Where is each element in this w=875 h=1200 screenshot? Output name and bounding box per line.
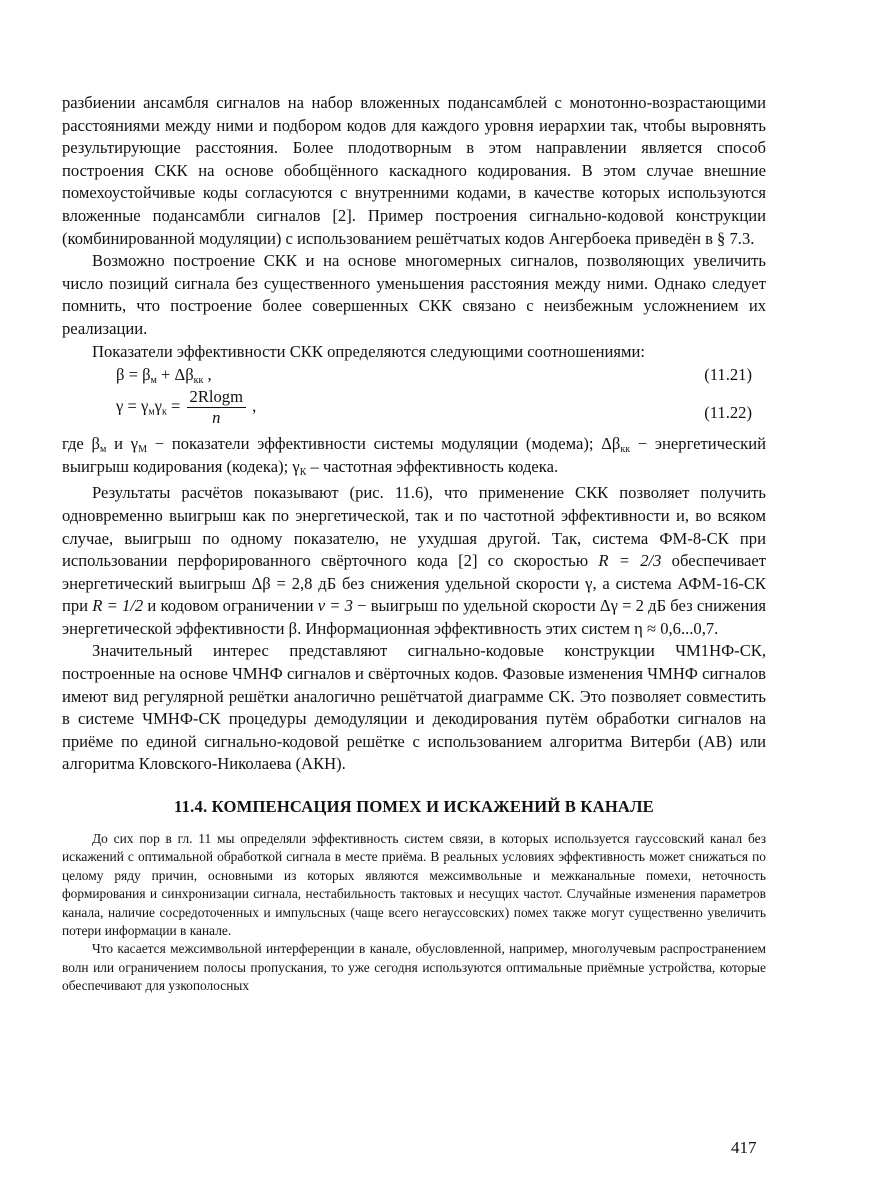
eq2-denominator: n bbox=[212, 408, 221, 428]
eq1-tail: , bbox=[203, 365, 212, 385]
p4-part: и γ bbox=[106, 434, 139, 454]
p5-rate-1-2: R = 1/2 bbox=[92, 596, 144, 616]
equation-11-21 bbox=[62, 363, 766, 387]
paragraph-5 bbox=[62, 482, 766, 640]
p5-part: обеспечивает энергетический выигрыш Δβ = 2,8 дБ без снижения удельной скорости γ, а система АФМ-16-СК при bbox=[62, 551, 766, 616]
eq2-numerator: 2Rlogm bbox=[187, 387, 246, 408]
p4-part: − показатели эффективности системы модуляции (модема); Δβ bbox=[146, 434, 621, 454]
p5-part: Результаты расчётов показывают (рис. 11.6), что применение СКК позволяет получить одновременно выигрыш как по энергетической, так и по частотной эффективности и, во всяком случае, выигрыш по одному показателю, не ухудшая другой. Так, система ФМ-8-СК при использовании перфорированного свёрточного кода [2] со скоростью bbox=[62, 483, 766, 571]
p4-sub-K: К bbox=[299, 466, 307, 478]
small-paragraph-1: До сих пор в гл. 11 мы определяли эффективность систем связи, в которых используется гауссовский канал без искажений с оптимальной обработкой сигнала в месте приёма. В реальных условиях эффективность может снижаться по целому ряду причин, основными из которых являются межсимвольные и межканальные помехи, неточность формирования и синхронизации сигнала, нестабильность тактовых и несущих частот. Случайные изменения параметров канала, наличие сосредоточенных и импульсных (чаще всего негауссовских) помех также могут существенно увеличить потери информации в канале. bbox=[62, 831, 766, 939]
small-paragraph-2: Что касается межсимвольной интерференции в канале, обусловленной, например, многолучевым распространением волн или ограничением полосы пропускания, то уже сегодня используются оптимальные приёмные устройства, которые обеспечивают для узкополосных bbox=[62, 941, 766, 994]
eq2-lhs: γ = γ bbox=[116, 396, 149, 416]
paragraph-3: Показатели эффективности СКК определяются следующими соотношениями: bbox=[92, 341, 645, 361]
equation-11-22 bbox=[62, 387, 766, 433]
p5-rate-2-3: R = 2/3 bbox=[598, 551, 662, 571]
eq2-equals: = bbox=[166, 396, 185, 416]
eq2-sub-m: м bbox=[148, 406, 155, 418]
paragraph-4 bbox=[62, 433, 766, 478]
paragraph-2: Возможно построение СКК и на основе многомерных сигналов, позволяющих увеличить число позиций сигнала без существенного уменьшения расстояния между ними. Однако следует помнить, что построение более совершенных СКК связано с неизбежным усложнением их реализации. bbox=[62, 251, 766, 338]
p5-part: − выигрыш по удельной скорости Δγ = 2 дБ без снижения энергетической эффективности β. Информационная эффективность этих систем η ≈ 0,6...0,7. bbox=[62, 596, 766, 638]
section-heading: 11.4. КОМПЕНСАЦИЯ ПОМЕХ И ИСКАЖЕНИЙ В КАНАЛЕ bbox=[174, 797, 654, 817]
paragraph-1: разбиении ансамбля сигналов на набор вложенных подансамблей с монотонно-возрастающими расстояниями между ними и подбором кодов для каждого уровня иерархии так, чтобы выровнять результирующие расстояния. Более плодотворным в этом направлении является способ построения СКК на основе обобщённого каскадного кодирования. В этом случае внешние помехоустойчивые коды согласуются с внутренними кодами, в качестве которых используются вложенные подансамбли сигналов [2]. Пример построения сигнально-кодовой конструкции (комбинированной модуляции) с использованием решётчатых кодов Ангербоека приведён в § 7.3. bbox=[62, 93, 766, 248]
equation-number: (11.22) bbox=[704, 403, 752, 423]
p4-part: – частотная эффективность кодека. bbox=[306, 456, 559, 476]
p4-sub-m: м bbox=[100, 444, 107, 456]
paragraph-6: Значительный интерес представляют сигнально-кодовые конструкции ЧМ1НФ-СК, построенные на основе ЧМНФ сигналов и свёрточных кодов. Фазовые изменения ЧМНФ сигналов имеют вид регулярной решётки аналогично решётчатой диаграмме СК. Это позволяет совместить в системе ЧМНФ-СК процедуры демодуляции и декодирования путём обработки сигналов на приёме по единой сигнально-кодовой решётке с использованием алгоритма Витерби (АВ) или алгоритма Кловского-Николаева (АКН). bbox=[62, 641, 766, 774]
p5-nu: ν = 3 bbox=[317, 596, 353, 616]
p4-part: где β bbox=[62, 434, 100, 454]
p4-sub-kk: кк bbox=[620, 444, 631, 456]
p5-part: и кодовом ограничении bbox=[143, 596, 318, 616]
page-number: 417 bbox=[731, 1138, 757, 1157]
p4-sub-M: М bbox=[138, 444, 147, 456]
equation-11-21-body bbox=[116, 363, 212, 387]
eq2-sub-k: к bbox=[162, 406, 167, 418]
eq1-lhs: β = β bbox=[116, 365, 151, 385]
eq1-sub-m: м bbox=[150, 375, 157, 387]
eq2-fraction bbox=[187, 387, 246, 428]
equation-11-22-body bbox=[116, 387, 256, 428]
p4-part: − энергетический выигрыш кодирования (кодека); γ bbox=[62, 434, 766, 476]
eq2-mid: γ bbox=[154, 396, 162, 416]
page-body bbox=[62, 92, 766, 996]
eq1-mid: + Δβ bbox=[156, 365, 194, 385]
equation-number: (11.21) bbox=[704, 365, 752, 385]
eq2-tail: , bbox=[248, 396, 257, 416]
eq1-sub-kk: кк bbox=[193, 375, 204, 387]
